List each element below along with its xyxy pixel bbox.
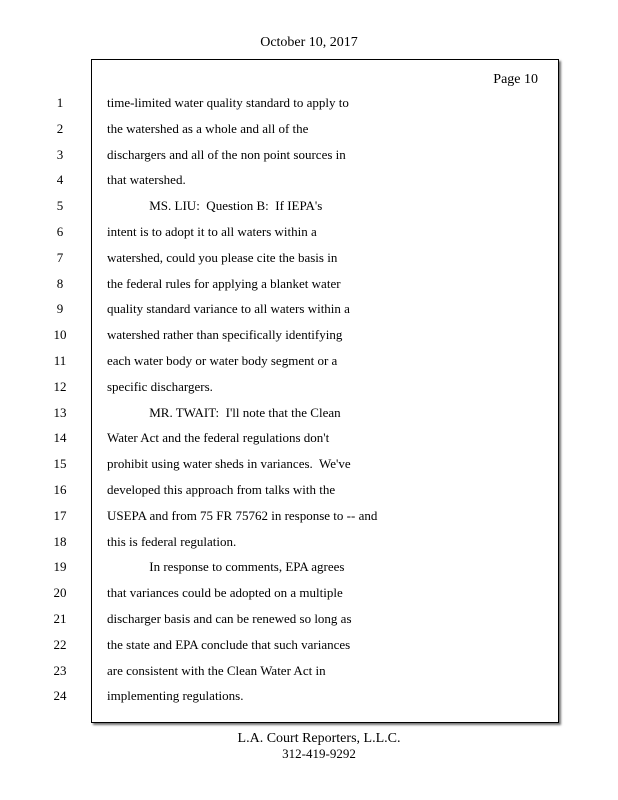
line-number: 14 [53, 430, 67, 445]
line-number: 11 [53, 353, 67, 368]
line-number: 3 [56, 147, 64, 162]
line-number: 5 [56, 198, 64, 213]
line-number: 17 [53, 508, 67, 523]
line-text: the state and EPA conclude that such variances [107, 637, 351, 652]
line-number: 24 [53, 688, 67, 703]
line-number: 16 [53, 482, 67, 497]
footer-phone: 312-419-9292 [282, 746, 356, 761]
line-text: USEPA and from 75 FR 75762 in response to -- and [107, 508, 378, 523]
line-text: developed this approach from talks with the [107, 482, 336, 497]
line-text: In response to comments, EPA agrees [107, 559, 345, 574]
line-number: 1 [56, 95, 64, 110]
page-number: Page 10 [493, 72, 538, 87]
line-text: Water Act and the federal regulations don't [107, 430, 330, 445]
line-text: the watershed as a whole and all of the [107, 121, 309, 136]
header-date: October 10, 2017 [260, 35, 358, 50]
line-number: 6 [56, 224, 64, 239]
line-text: discharger basis and can be renewed so long as [107, 611, 352, 626]
line-text: that watershed. [107, 172, 186, 187]
line-text: each water body or water body segment or a [107, 353, 338, 368]
line-number: 15 [53, 456, 67, 471]
line-text: watershed, could you please cite the basis in [107, 250, 338, 265]
line-number: 2 [56, 121, 64, 136]
line-text: watershed rather than specifically identifying [107, 327, 343, 342]
line-number: 8 [56, 276, 64, 291]
line-number: 23 [53, 663, 67, 678]
line-text: implementing regulations. [107, 688, 244, 703]
line-text: that variances could be adopted on a multiple [107, 585, 343, 600]
line-text: MS. LIU: Question B: If IEPA's [107, 198, 323, 213]
line-number: 22 [53, 637, 67, 652]
line-text: are consistent with the Clean Water Act in [107, 663, 326, 678]
line-text: dischargers and all of the non point sources in [107, 147, 346, 162]
line-number: 9 [56, 301, 64, 316]
line-text: prohibit using water sheds in variances. We've [107, 456, 351, 471]
line-number: 21 [53, 611, 67, 626]
line-text: the federal rules for applying a blanket water [107, 276, 341, 291]
line-text: time-limited water quality standard to apply to [107, 95, 349, 110]
line-number: 12 [53, 379, 67, 394]
footer-firm-name: L.A. Court Reporters, L.L.C. [237, 731, 401, 746]
line-text: quality standard variance to all waters within a [107, 301, 350, 316]
line-text: MR. TWAIT: I'll note that the Clean [107, 405, 341, 420]
line-text: this is federal regulation. [107, 534, 237, 549]
line-text: specific dischargers. [107, 379, 213, 394]
line-number: 13 [53, 405, 67, 420]
line-number: 7 [56, 250, 64, 265]
line-number: 10 [53, 327, 67, 342]
line-number: 4 [56, 172, 64, 187]
line-number: 19 [53, 559, 67, 574]
line-text: intent is to adopt it to all waters within a [107, 224, 317, 239]
line-number: 20 [53, 585, 67, 600]
line-number: 18 [53, 534, 67, 549]
